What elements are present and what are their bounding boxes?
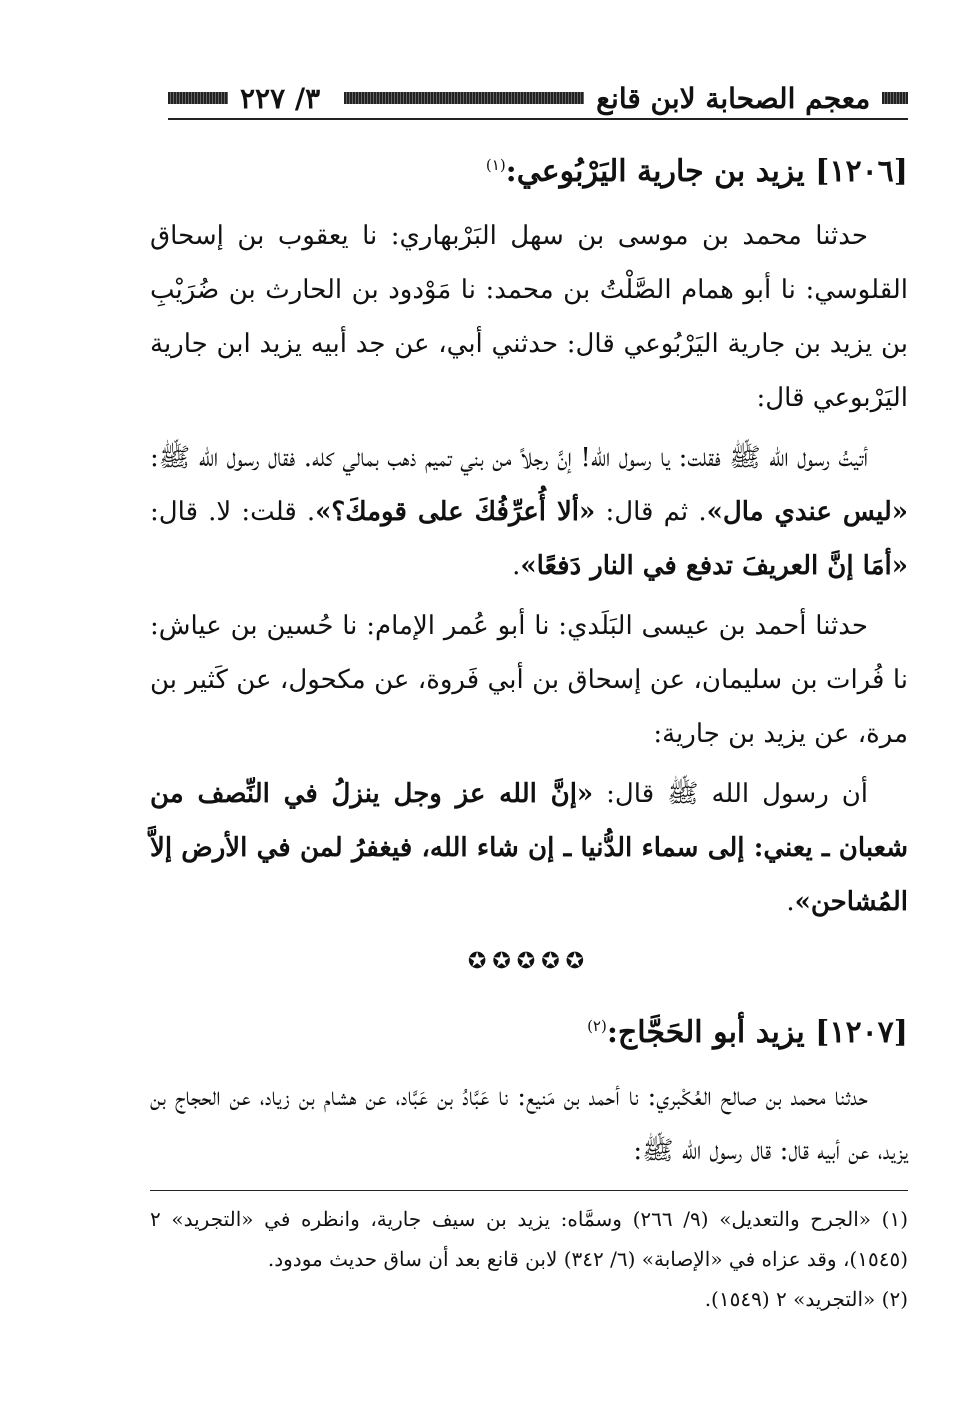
- isnad-paragraph: حدثنا محمد بن موسى بن سهل البَرْبهاري: نا يعقوب بن إسحاق القلوسي: نا أبو همام الصَّلْتُ بن محمد: نا مَوْدود بن الحارث بن ضُرَيْبِ بن يزيد بن جارية اليَرْبُوعي قال: حدثني أبي، عن جد أبيه يزيد ابن جارية اليَرْبوعي قال:: [150, 221, 908, 413]
- header-ornament-bar: [344, 92, 584, 104]
- book-title: معجم الصحابة لابن قانع: [596, 81, 871, 115]
- hadith-paragraph: أتيتُ رسول الله ﷺ فقلت: يا رسول الله! إنَّ رجلاً من بني تميم ذهب بمالي كله. فقال رسول الله ﷺ: «ليس عندي مال». ثم قال: «ألا أُعرِّفُكَ على قومكَ؟». قلت: لا. قال: «أمَا إنَّ العريفَ تدفع في النار دَفعًا».: [150, 443, 909, 581]
- header-ornament-bar: [168, 92, 228, 104]
- running-header: [168, 78, 908, 120]
- isnad-paragraph: حدثنا أحمد بن عيسى البَلَدي: نا أبو عُمر الإمام: نا حُسين بن عياش: نا فُرات بن سليمان، عن إسحاق بن أبي فَروة، عن مكحول، عن كَثير بن مرة، عن يزيد بن جارية:: [150, 611, 908, 749]
- section-separator: ✪✪✪✪✪: [467, 949, 591, 974]
- isnad-paragraph: حدثنا محمد بن صالح العُكْبري: نا أحمد بن مَنيع: نا عَبَّادُ بن عَبَّاد، عن هشام بن زياد، عن الحجاج بن يزيد، عن أبيه قال: قال رسول الله ﷺ:: [150, 1082, 908, 1166]
- entry-title: [١٢٠٦] يزيد بن جارية اليَرْبُوعي:$^{(١)}$: [485, 154, 908, 189]
- footnote: (١) «الجرح والتعديل» (٩/ ٢٦٦) وسمَّاه: يزيد بن سيف جارية، وانظره في «التجريد» ٢ (١٥٤٥)، وقد عزاه في «الإصابة» (٦/ ٣٤٢) لابن قانع بعد أن ساق حديث مودود.: [150, 1207, 908, 1271]
- footnotes: [150, 1190, 908, 1319]
- main-text: [150, 130, 908, 1184]
- footnote-ref: (١): [485, 156, 506, 174]
- hadith-paragraph: أن رسول الله ﷺ قال: «إنَّ الله عز وجل ينزلُ في النِّصف من شعبان ـ يعني: إلى سماء الدُّنيا ـ إن شاء الله، فيغفرُ لمن في الأرض إلاَّ المُشاحن».: [150, 779, 908, 917]
- header-ornament-bar: [882, 92, 908, 104]
- footnote: (٢) «التجريد» ٢ (١٥٤٩).: [704, 1287, 908, 1311]
- page-number: ٣/ ٢٢٧: [240, 81, 321, 115]
- entry-title: [١٢٠٧] يزيد أبو الحَجَّاج:$^{(٢)}$: [587, 1015, 908, 1050]
- footnote-ref: (٢): [587, 1017, 607, 1035]
